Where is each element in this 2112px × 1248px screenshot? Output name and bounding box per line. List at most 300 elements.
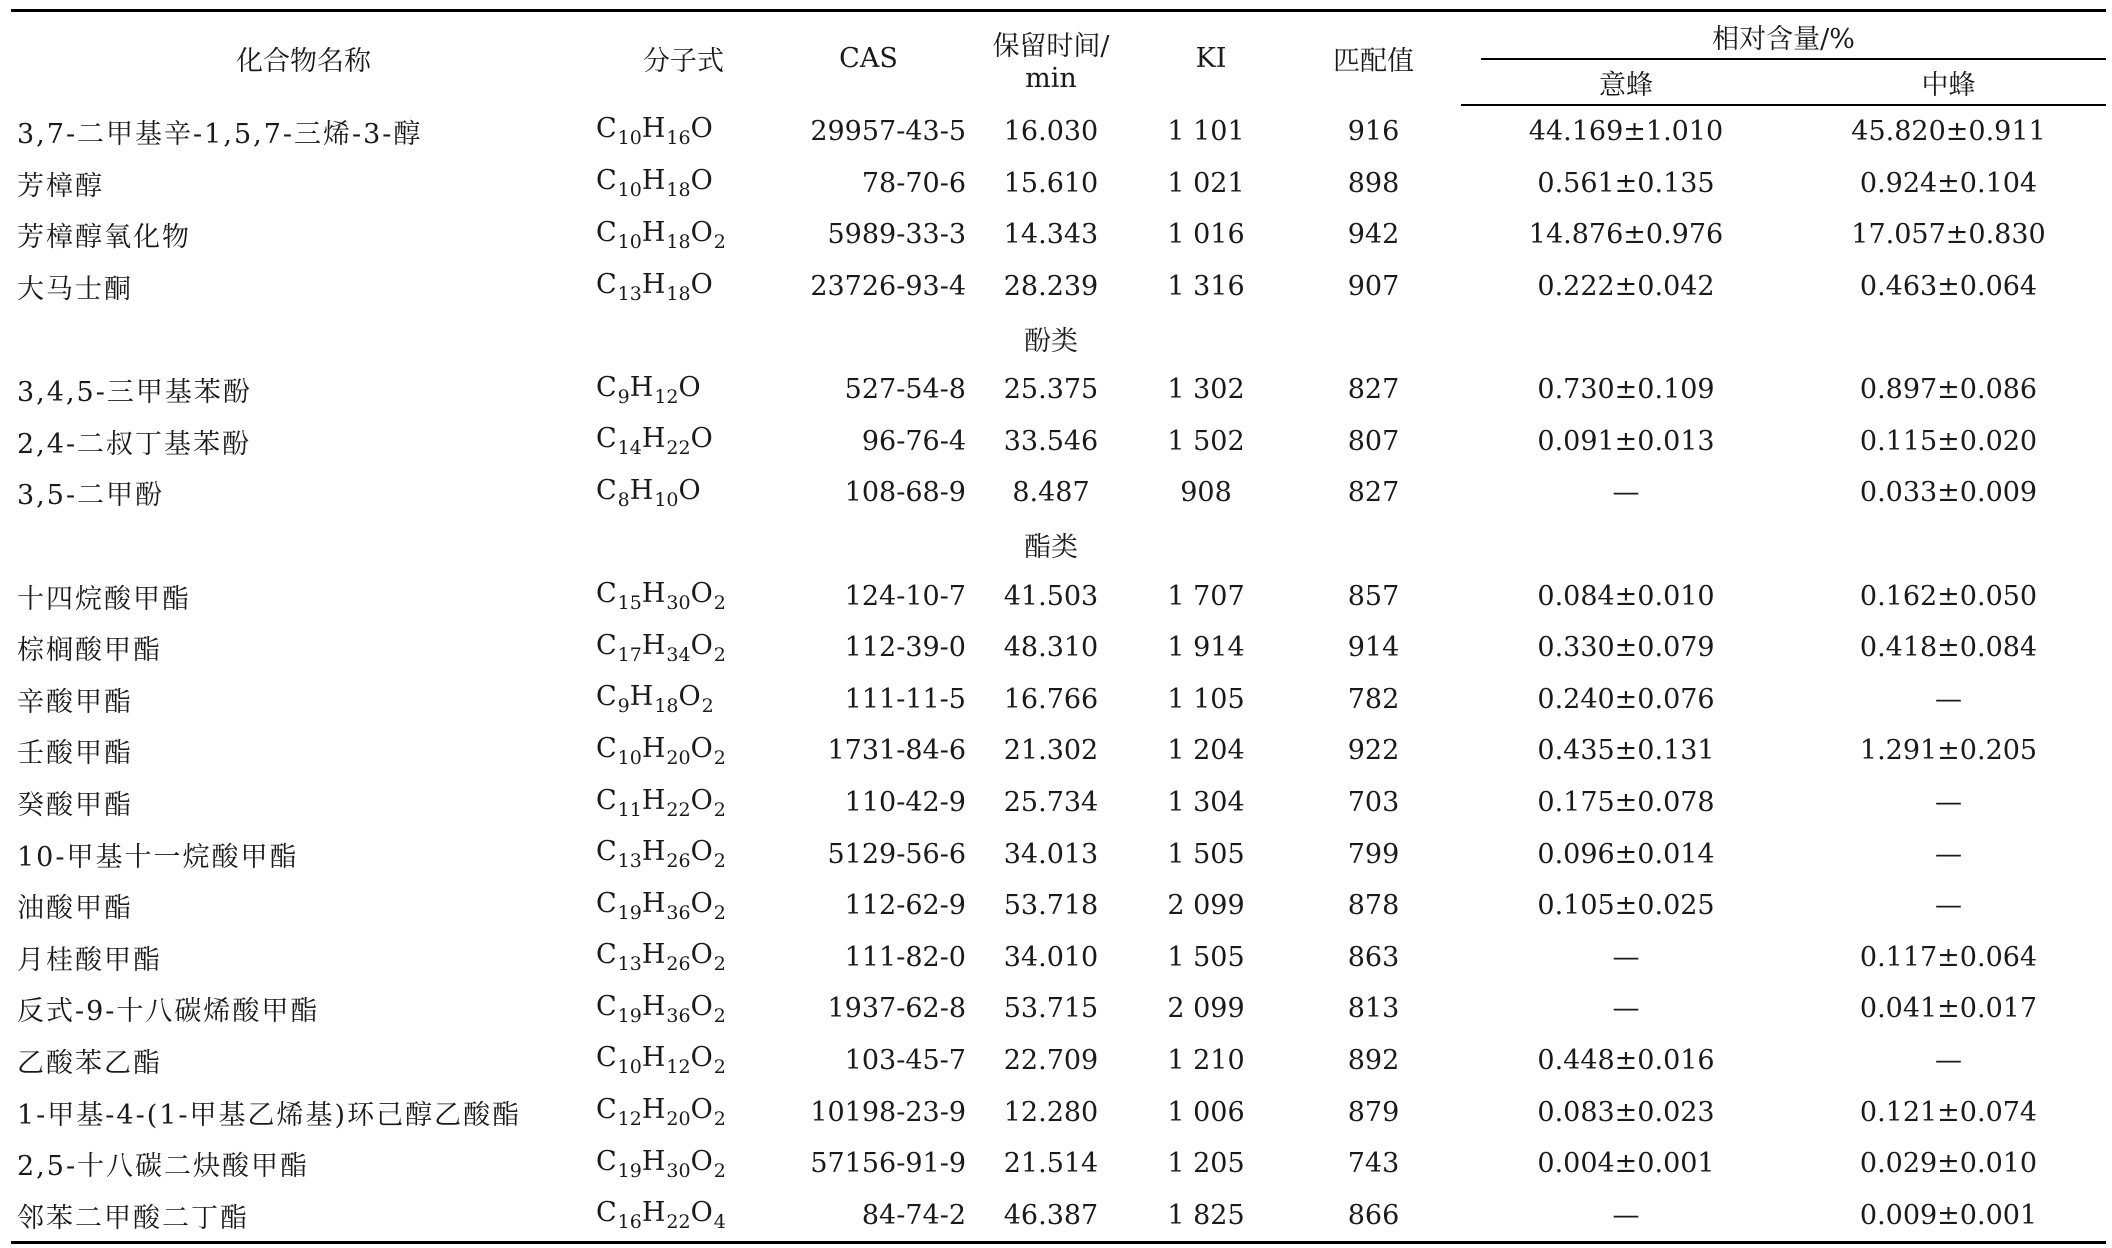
cas-cell: 103-45-7 — [844, 1044, 966, 1076]
cas-cell: 124-10-7 — [844, 580, 966, 612]
formula-element: H — [641, 165, 667, 197]
formula-element: O — [678, 681, 702, 713]
table-row — [11, 622, 2106, 674]
yi-content-cell: 0.105±0.025 — [1537, 890, 1715, 922]
cas-cell: 23726-93-4 — [810, 271, 966, 303]
cas-cell: 1731-84-6 — [827, 735, 966, 767]
yi-content-cell: 0.084±0.010 — [1537, 580, 1715, 612]
formula-element: O — [678, 474, 702, 506]
match-value-cell: 892 — [1347, 1044, 1400, 1076]
formula-element: O — [690, 423, 714, 455]
match-value-cell: 922 — [1347, 735, 1400, 767]
formula-subscript: 2 — [713, 1108, 726, 1131]
zhong-content-cell: 0.115±0.020 — [1859, 425, 2038, 457]
formula-element: C — [596, 836, 618, 868]
match-value-cell: 857 — [1347, 580, 1400, 612]
formula-cell — [596, 1189, 771, 1242]
cas-cell: 108-68-9 — [844, 477, 966, 509]
table-row — [11, 725, 2106, 777]
formula-subscript: 13 — [617, 953, 642, 976]
formula-cell — [596, 674, 771, 726]
compound-name-cell: 壬酸甲酯 — [17, 738, 133, 770]
formula-subscript: 19 — [617, 1159, 642, 1182]
formula-element: H — [641, 268, 667, 300]
table-row — [11, 1138, 2106, 1190]
formula-cell — [596, 725, 771, 777]
formula-subscript: 2 — [713, 1159, 726, 1182]
retention-time-cell: 33.546 — [1003, 425, 1099, 457]
yi-content-cell: 0.448±0.016 — [1537, 1044, 1715, 1076]
retention-time-cell: 21.514 — [1003, 1148, 1099, 1180]
table-row — [11, 467, 2106, 519]
header-relative-content: 相对含量/% — [1461, 11, 2106, 61]
retention-time-cell: 22.709 — [1003, 1044, 1099, 1076]
formula-subscript: 22 — [666, 798, 691, 821]
cas-cell: 112-62-9 — [844, 890, 966, 922]
formula-subscript: 19 — [617, 901, 642, 924]
formula-subscript: 2 — [713, 1004, 726, 1027]
formula-subscript: 8 — [617, 488, 630, 511]
retention-time-cell: 14.343 — [1003, 219, 1099, 251]
ki-cell: 2 099 — [1167, 993, 1245, 1025]
table-row — [11, 1086, 2106, 1138]
formula-element: H — [641, 1094, 667, 1126]
retention-time-cell: 46.387 — [966, 1189, 1136, 1242]
formula-subscript: 26 — [666, 953, 691, 976]
formula-cell — [596, 828, 771, 880]
yi-content-cell: 0.083±0.023 — [1537, 1096, 1715, 1128]
formula-subscript: 9 — [617, 695, 630, 718]
zhong-content-cell: — — [1935, 890, 1962, 922]
formula-subscript: 16 — [666, 127, 691, 150]
formula-subscript: 20 — [666, 1108, 691, 1131]
retention-time-cell: 34.010 — [1003, 941, 1099, 973]
section-title: 酚类 — [1024, 325, 1078, 357]
yi-content-cell: 0.004±0.001 — [1537, 1148, 1715, 1180]
formula-subscript: 12 — [617, 1108, 642, 1131]
formula-element: O — [690, 990, 714, 1022]
formula-element: C — [596, 1094, 618, 1126]
formula-subscript: 18 — [666, 230, 691, 253]
formula-subscript: 10 — [617, 746, 642, 769]
compound-name-cell: 十四烷酸甲酯 — [17, 583, 191, 615]
cas-cell: 5129-56-6 — [827, 838, 966, 870]
formula-element: H — [641, 732, 667, 764]
formula-subscript: 2 — [713, 746, 726, 769]
zhong-content-cell: 0.924±0.104 — [1859, 167, 2038, 199]
ki-cell: 1 016 — [1167, 219, 1245, 251]
zhong-content-cell: 0.041±0.017 — [1859, 993, 2038, 1025]
compound-name-cell: 3,4,5-三甲基苯酚 — [17, 377, 252, 409]
match-value-cell: 898 — [1347, 167, 1400, 199]
formula-element: H — [641, 784, 667, 816]
compound-name-cell: 癸酸甲酯 — [17, 790, 133, 822]
formula-element: H — [641, 990, 667, 1022]
formula-element: H — [641, 1145, 667, 1177]
formula-element: C — [596, 474, 618, 506]
ki-cell: 1 304 — [1167, 787, 1245, 819]
formula-element: C — [596, 371, 618, 403]
formula-subscript: 12 — [654, 385, 679, 408]
table-row — [11, 1035, 2106, 1087]
formula-subscript: 10 — [617, 230, 642, 253]
formula-subscript: 2 — [713, 850, 726, 873]
formula-element: O — [690, 113, 714, 145]
formula-element: H — [629, 474, 655, 506]
ki-cell: 1 210 — [1167, 1044, 1245, 1076]
formula-subscript: 10 — [617, 127, 642, 150]
ki-cell: 2 099 — [1167, 890, 1245, 922]
formula-element: H — [641, 113, 667, 145]
formula-cell — [596, 880, 771, 932]
formula-element: O — [690, 1042, 714, 1074]
yi-content-cell: 0.730±0.109 — [1537, 374, 1715, 406]
table-row — [11, 1189, 2106, 1242]
compound-name-cell: 乙酸苯乙酯 — [17, 1047, 162, 1079]
formula-cell — [596, 416, 771, 468]
formula-subscript: 13 — [617, 850, 642, 873]
ki-cell: 1 505 — [1167, 838, 1245, 870]
formula-element: C — [596, 1042, 618, 1074]
ki-cell: 1 302 — [1167, 374, 1245, 406]
formula-element: C — [596, 268, 618, 300]
cas-cell: 84-74-2 — [771, 1189, 966, 1242]
formula-cell — [596, 1138, 771, 1190]
compound-name-cell: 2,4-二叔丁基苯酚 — [17, 428, 252, 460]
yi-content-cell: 0.222±0.042 — [1537, 271, 1715, 303]
match-value-cell: 703 — [1347, 787, 1400, 819]
formula-subscript: 36 — [666, 1004, 691, 1027]
zhong-content-cell: 0.463±0.064 — [1859, 271, 2038, 303]
formula-element: C — [596, 629, 618, 661]
formula-element: O — [690, 216, 714, 248]
cas-cell: 5989-33-3 — [827, 219, 966, 251]
retention-time-cell: 12.280 — [1003, 1096, 1099, 1128]
formula-subscript: 2 — [701, 695, 714, 718]
match-value-cell: 743 — [1347, 1148, 1400, 1180]
yi-content-cell: 0.330±0.079 — [1537, 632, 1715, 664]
yi-content-cell: 0.096±0.014 — [1537, 838, 1715, 870]
compound-name-cell: 油酸甲酯 — [17, 893, 133, 925]
formula-cell — [596, 622, 771, 674]
formula-element: H — [629, 371, 655, 403]
formula-element: C — [596, 732, 618, 764]
table-row — [11, 158, 2106, 210]
cas-cell: 111-11-5 — [844, 683, 966, 715]
formula-subscript: 18 — [666, 282, 691, 305]
ki-cell: 1 204 — [1167, 735, 1245, 767]
yi-content-cell: 0.561±0.135 — [1537, 167, 1715, 199]
header-rt-line2: min — [1025, 62, 1077, 94]
formula-element: C — [596, 113, 618, 145]
table-row — [11, 932, 2106, 984]
zhong-content-cell: 0.029±0.010 — [1859, 1148, 2038, 1180]
formula-subscript: 13 — [617, 282, 642, 305]
header-zhong: 中蜂 — [1791, 60, 2106, 105]
formula-subscript: 2 — [713, 643, 726, 666]
yi-content-cell: 44.169±1.010 — [1528, 116, 1724, 148]
formula-subscript: 2 — [713, 1056, 726, 1079]
formula-subscript: 2 — [713, 798, 726, 821]
formula-element: O — [690, 732, 714, 764]
ki-cell: 1 505 — [1167, 941, 1245, 973]
table-row — [11, 983, 2106, 1035]
formula-subscript: 9 — [617, 385, 630, 408]
formula-element: O — [690, 629, 714, 661]
compound-name-cell: 1-甲基-4-(1-甲基乙烯基)环己醇乙酸酯 — [17, 1099, 522, 1131]
compound-name-cell: 棕榈酸甲酯 — [17, 635, 162, 667]
header-cas: CAS — [771, 11, 966, 106]
cas-cell: 96-76-4 — [861, 425, 966, 457]
formula-element: C — [596, 681, 618, 713]
ki-cell: 1 105 — [1167, 683, 1245, 715]
match-value-cell: 916 — [1347, 115, 1400, 147]
formula-subscript: 20 — [666, 746, 691, 769]
compound-name-cell: 2,5-十八碳二炔酸甲酯 — [17, 1151, 310, 1183]
formula-cell — [596, 105, 771, 158]
formula-subscript: 36 — [666, 901, 691, 924]
ki-cell: 908 — [1180, 477, 1232, 509]
table-body — [11, 105, 2106, 1243]
formula-element: C — [596, 423, 618, 455]
header-ki: KI — [1136, 11, 1286, 106]
zhong-content-cell: 0.897±0.086 — [1859, 374, 2038, 406]
formula-subscript: 16 — [617, 1211, 642, 1234]
cas-cell: 527-54-8 — [844, 374, 966, 406]
zhong-content-cell: — — [1935, 1044, 1962, 1076]
formula-subscript: 17 — [617, 643, 642, 666]
formula-element: O — [678, 371, 702, 403]
ki-cell: 1 502 — [1167, 425, 1245, 457]
formula-cell — [596, 1086, 771, 1138]
match-value-cell: 827 — [1347, 374, 1400, 406]
header-name: 化合物名称 — [11, 11, 596, 106]
compound-name-cell: 10-甲基十一烷酸甲酯 — [17, 841, 299, 873]
yi-content-cell: 0.435±0.131 — [1537, 735, 1715, 767]
formula-element: H — [641, 887, 667, 919]
match-value-cell: 907 — [1347, 271, 1400, 303]
table-row — [11, 105, 2106, 158]
ki-cell: 1 316 — [1167, 271, 1245, 303]
formula-subscript: 2 — [713, 592, 726, 615]
zhong-content-cell: — — [1935, 787, 1962, 819]
formula-cell — [596, 1035, 771, 1087]
compound-name-cell: 月桂酸甲酯 — [17, 944, 162, 976]
ki-cell: 1 021 — [1167, 167, 1245, 199]
formula-subscript: 22 — [666, 437, 691, 460]
formula-cell — [596, 261, 771, 313]
retention-time-cell: 34.013 — [1003, 838, 1099, 870]
table-row — [11, 364, 2106, 416]
formula-element: H — [641, 423, 667, 455]
zhong-content-cell: 0.162±0.050 — [1859, 580, 2038, 612]
formula-subscript: 19 — [617, 1004, 642, 1027]
formula-element: C — [596, 1197, 618, 1229]
compound-name-cell: 3,7-二甲基辛-1,5,7-三烯-3-醇 — [17, 118, 423, 150]
yi-content-cell: — — [1612, 941, 1640, 973]
ki-cell: 1 101 — [1167, 115, 1245, 147]
cas-cell: 57156-91-9 — [810, 1148, 966, 1180]
compound-table-container — [11, 9, 2106, 1244]
compound-name-cell: 辛酸甲酯 — [17, 686, 133, 718]
formula-subscript: 2 — [713, 230, 726, 253]
cas-cell: 110-42-9 — [844, 787, 966, 819]
yi-content-cell: 0.175±0.078 — [1537, 787, 1715, 819]
formula-element: C — [596, 1145, 618, 1177]
header-retention-time — [966, 11, 1136, 106]
zhong-content-cell: — — [1935, 683, 1962, 715]
retention-time-cell: 53.715 — [1003, 993, 1099, 1025]
formula-subscript: 2 — [713, 953, 726, 976]
retention-time-cell: 16.030 — [1003, 115, 1099, 147]
header-match: 匹配值 — [1286, 11, 1461, 106]
formula-cell — [596, 570, 771, 622]
formula-element: H — [641, 1042, 667, 1074]
header-yi: 意蜂 — [1461, 60, 1791, 105]
formula-subscript: 2 — [713, 901, 726, 924]
yi-content-cell: 14.876±0.976 — [1528, 219, 1724, 251]
formula-element: H — [641, 1197, 667, 1229]
compound-name-cell: 芳樟醇氧化物 — [17, 222, 191, 254]
yi-content-cell: 0.091±0.013 — [1537, 425, 1715, 457]
match-value-cell: 807 — [1347, 425, 1400, 457]
formula-element: H — [641, 629, 667, 661]
formula-subscript: 18 — [654, 695, 679, 718]
formula-element: O — [690, 578, 714, 610]
ki-cell: 1 914 — [1167, 632, 1245, 664]
formula-element: O — [690, 887, 714, 919]
formula-subscript: 26 — [666, 850, 691, 873]
formula-subscript: 30 — [666, 592, 691, 615]
formula-subscript: 10 — [617, 1056, 642, 1079]
cas-cell: 112-39-0 — [844, 632, 966, 664]
compound-name-cell: 3,5-二甲酚 — [17, 480, 165, 512]
table-header — [11, 11, 2106, 106]
yi-content-cell: 0.240±0.076 — [1537, 683, 1715, 715]
yi-content-cell: — — [1612, 477, 1640, 509]
match-value-cell: 799 — [1347, 838, 1400, 870]
zhong-content-cell: 45.820±0.911 — [1851, 116, 2046, 148]
cas-cell: 111-82-0 — [844, 941, 966, 973]
formula-element: O — [690, 165, 714, 197]
retention-time-cell: 48.310 — [1003, 632, 1099, 664]
formula-element: H — [641, 836, 667, 868]
retention-time-cell: 28.239 — [1003, 271, 1099, 303]
match-value-cell: 914 — [1347, 632, 1400, 664]
formula-subscript: 18 — [666, 179, 691, 202]
formula-element: C — [596, 784, 618, 816]
match-value-cell: 827 — [1347, 477, 1400, 509]
retention-time-cell: 41.503 — [1003, 580, 1099, 612]
formula-element: C — [596, 578, 618, 610]
formula-element: H — [641, 578, 667, 610]
formula-element: O — [690, 268, 714, 300]
section-row — [11, 312, 2106, 364]
zhong-content-cell: 0.009±0.001 — [1791, 1189, 2106, 1242]
retention-time-cell: 8.487 — [1012, 477, 1090, 509]
table-row — [11, 674, 2106, 726]
section-row — [11, 519, 2106, 571]
yi-content-cell: — — [1461, 1189, 1791, 1242]
formula-element: C — [596, 887, 618, 919]
ki-cell: 1 205 — [1167, 1148, 1245, 1180]
header-formula: 分子式 — [596, 11, 771, 106]
formula-cell — [596, 932, 771, 984]
match-value-cell: 866 — [1286, 1189, 1461, 1242]
formula-element: O — [690, 939, 714, 971]
section-title: 酯类 — [1024, 532, 1078, 564]
formula-element: C — [596, 990, 618, 1022]
zhong-content-cell: 1.291±0.205 — [1859, 735, 2038, 767]
zhong-content-cell: 0.418±0.084 — [1859, 632, 2038, 664]
formula-subscript: 34 — [666, 643, 691, 666]
zhong-content-cell: 0.121±0.074 — [1859, 1096, 2038, 1128]
retention-time-cell: 53.718 — [1003, 890, 1099, 922]
formula-cell — [596, 983, 771, 1035]
header-rt-line1: 保留时间/ — [992, 30, 1110, 62]
formula-cell — [596, 364, 771, 416]
retention-time-cell: 25.734 — [1003, 787, 1099, 819]
cas-cell: 1937-62-8 — [827, 993, 966, 1025]
formula-element: O — [690, 836, 714, 868]
formula-element: H — [641, 216, 667, 248]
zhong-content-cell: — — [1935, 838, 1962, 870]
formula-element: H — [629, 681, 655, 713]
zhong-content-cell: 17.057±0.830 — [1851, 219, 2046, 251]
formula-subscript: 10 — [654, 488, 679, 511]
formula-subscript: 4 — [713, 1211, 726, 1234]
formula-subscript: 15 — [617, 592, 642, 615]
formula-cell — [596, 467, 771, 519]
compound-table — [11, 9, 2106, 1244]
formula-element: C — [596, 216, 618, 248]
formula-element: O — [690, 1197, 714, 1229]
retention-time-cell: 25.375 — [1003, 374, 1099, 406]
match-value-cell: 863 — [1347, 941, 1400, 973]
table-row — [11, 209, 2106, 261]
cas-cell: 10198-23-9 — [810, 1096, 966, 1128]
cas-cell: 29957-43-5 — [810, 115, 966, 147]
match-value-cell: 942 — [1347, 219, 1400, 251]
table-row — [11, 828, 2106, 880]
retention-time-cell: 16.766 — [1003, 683, 1099, 715]
zhong-content-cell: 0.033±0.009 — [1859, 477, 2038, 509]
match-value-cell: 879 — [1347, 1096, 1400, 1128]
match-value-cell: 813 — [1347, 993, 1400, 1025]
formula-subscript: 14 — [617, 437, 642, 460]
formula-subscript: 12 — [666, 1056, 691, 1079]
ki-cell: 1 825 — [1136, 1189, 1286, 1242]
formula-element: O — [690, 1094, 714, 1126]
formula-element: C — [596, 939, 618, 971]
formula-element: H — [641, 939, 667, 971]
yi-content-cell: — — [1612, 993, 1640, 1025]
retention-time-cell: 15.610 — [1003, 167, 1099, 199]
compound-name-cell: 反式-9-十八碳烯酸甲酯 — [17, 996, 320, 1028]
formula-element: O — [690, 784, 714, 816]
match-value-cell: 782 — [1347, 683, 1400, 715]
formula-element: C — [596, 165, 618, 197]
table-row — [11, 416, 2106, 468]
formula-cell — [596, 777, 771, 829]
compound-name-cell: 大马士酮 — [17, 274, 133, 306]
table-row — [11, 777, 2106, 829]
formula-subscript: 10 — [617, 179, 642, 202]
table-row — [11, 880, 2106, 932]
ki-cell: 1 006 — [1167, 1096, 1245, 1128]
table-row — [11, 570, 2106, 622]
table-row — [11, 261, 2106, 313]
